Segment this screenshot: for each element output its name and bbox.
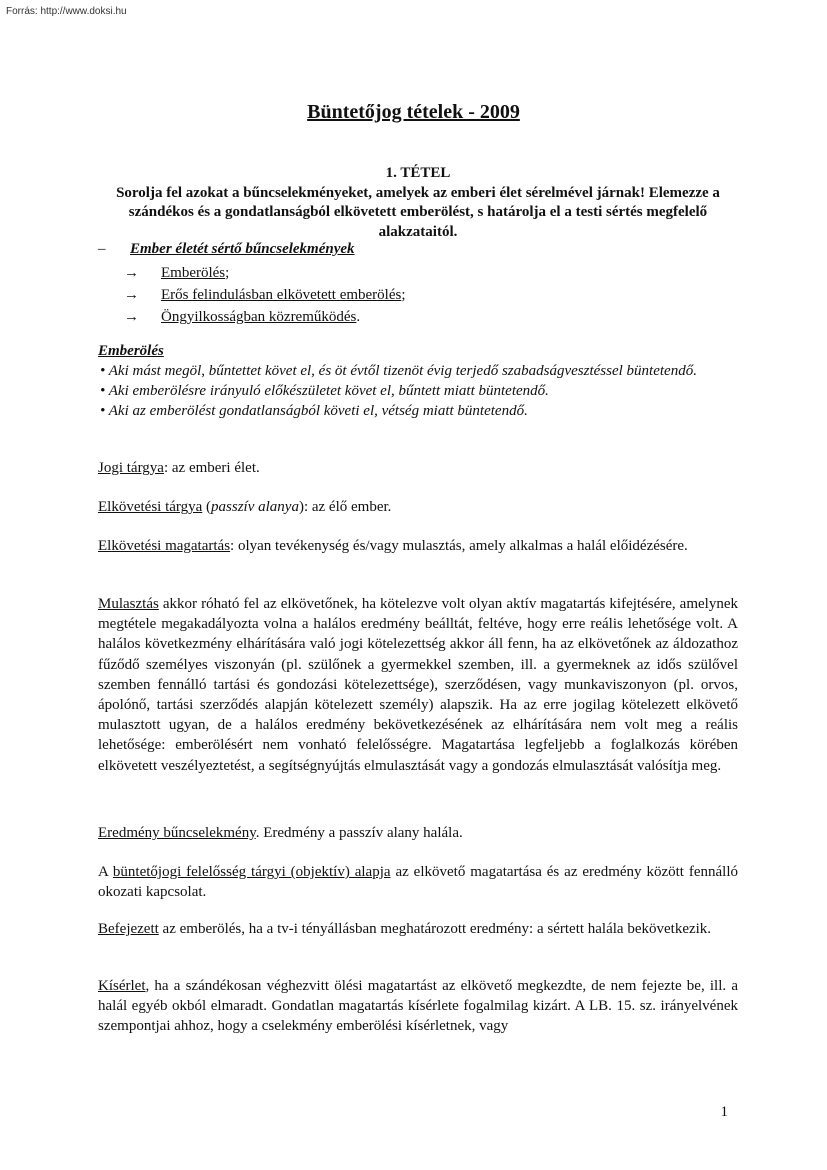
emberoles-section xyxy=(98,341,738,421)
thesis-number: 1. TÉTEL xyxy=(385,165,451,181)
paragraph-text: az elkövető magatartása és az eredmény között fennálló okozati kapcsolat. xyxy=(98,864,738,901)
list-item xyxy=(124,284,406,306)
bullet-text: Aki az emberölést gondatlanságból követi el, vétség miatt büntetendő. xyxy=(108,403,528,419)
term: Mulasztás xyxy=(98,596,159,612)
term: Elkövetési tárgya xyxy=(98,499,203,515)
list-heading-text: Ember életét sértő bűncselekmények xyxy=(130,241,355,257)
page-number: 1 xyxy=(720,1104,728,1120)
thesis-question: Sorolja fel azokat a bűncselekményeket, amelyek az emberi élet sérelmével járnak! Elemezze a szándékos és a gondatlanságból elkövetett emberölést, s határolja el a testi sértés megfelelő alakzataitól. xyxy=(116,184,720,240)
paragraph-text: : az emberi élet. xyxy=(163,460,260,476)
bullet-text: Aki mást megöl, bűntettet követ el, és öt évtől tizenöt évig terjedő szabadságvesztéssel büntetendő. xyxy=(108,363,697,379)
term: Befejezett xyxy=(98,921,159,937)
list-item-suffix: . xyxy=(356,309,361,325)
arrow-icon: → xyxy=(124,265,139,281)
italic-term: passzív alanya xyxy=(211,499,299,515)
bullet-icon: • xyxy=(100,383,106,399)
term: Eredmény bűncselekmény xyxy=(98,825,256,841)
list-item xyxy=(98,361,738,381)
dash-marker: – xyxy=(98,241,106,257)
paragraph-kiserlet xyxy=(98,976,738,1037)
paragraph-text: , ha a szándékosan véghezvitt ölési magatartást az elkövető megkezdte, de nem fejezte be, ill. a halál egyéb okból elmaradt. Gondatlan magatartás kísérlete fogalmilag kizárt. A LB. 15. sz. irányelvének szempontjai ahhoz, hogy a cselekmény emberölési kísérletnek, vagy xyxy=(98,978,738,1035)
crime-list xyxy=(124,262,406,328)
bullet-list xyxy=(98,361,738,421)
list-item-text: Öngyilkosságban közreműködés xyxy=(161,309,357,325)
page-title: Büntetőjog tételek - 2009 xyxy=(307,101,520,123)
paragraph-mulasztas xyxy=(98,594,738,776)
list-item xyxy=(98,401,738,421)
term: büntetőjogi felelősség tárgyi (objektív) alapja xyxy=(112,864,391,880)
paragraph-text: az emberölés, ha a tv-i tényállásban meghatározott eredmény: a sértett halála bekövetkezik. xyxy=(158,921,712,937)
paragraph-text: : olyan tevékenység és/vagy mulasztás, amely alkalmas a halál előidézésére. xyxy=(230,538,688,554)
paragraph-jogi-targy xyxy=(98,458,738,478)
paragraph-text: ): az élő ember. xyxy=(298,499,392,515)
list-item-text: Erős felindulásban elkövetett emberölés xyxy=(161,287,402,303)
paragraph-text: ( xyxy=(202,499,212,515)
bullet-text: Aki emberölésre irányuló előkészületet követ el, bűntett miatt büntetendő. xyxy=(108,383,549,399)
paragraph-befejezett xyxy=(98,919,738,939)
source-url: Forrás: http://www.doksi.hu xyxy=(6,6,127,17)
list-item-text: Emberölés xyxy=(161,265,226,281)
term: Kísérlet xyxy=(98,978,146,994)
arrow-icon: → xyxy=(124,309,139,325)
term: Elkövetési magatartás xyxy=(98,538,231,554)
section-title: Emberölés xyxy=(98,343,164,359)
list-heading xyxy=(98,241,355,258)
paragraph-eredmeny xyxy=(98,823,738,843)
paragraph-text: akkor róható fel az elkövetőnek, ha kötelezve volt olyan aktív magatartás kifejtésére, amelynek megtétele megakadályozta volna a halálos eredmény beálltát, feltéve, hogy erre reális lehetősége volt. A halálos következmény elhárítására való jogi kötelezettség akkor áll fenn, ha az elkövetőnek az áldozathoz fűződő személyes viszonyán (pl. szülőnek a gyermekkel szemben, ill. a gyermeknek az idős szülővel szemben fennálló tartási és gondozási kötelezettsége), szerződésen, vagy munkaviszonyon (pl. orvos, ápolónő, tartási szerződés alapján kötelezett személy) alapszik. Ha az erre jogilag kötelezett elkövető mulasztott ugyan, de a halálos eredmény bekövetkezésének az elhárítására nem volt meg a reális lehetősége: emberölésért nem vonható felelősségre. Magatartása legfeljebb a foglalkozás körében elkövetett veszélyeztetést, a segítségnyújtás elmulasztását vagy a gondozás elmulasztását valósítja meg. xyxy=(98,596,738,774)
list-item-suffix: ; xyxy=(401,287,406,303)
paragraph-magatartas xyxy=(98,536,738,556)
list-item xyxy=(124,262,406,284)
bullet-icon: • xyxy=(100,403,106,419)
paragraph-elkovetesi-targy xyxy=(98,497,738,517)
paragraph-felelosseg xyxy=(98,862,738,902)
arrow-icon: → xyxy=(124,287,139,303)
paragraph-text: A xyxy=(98,864,113,880)
bullet-icon: • xyxy=(100,363,106,379)
list-item xyxy=(98,381,738,401)
paragraph-text: . Eredmény a passzív alany halála. xyxy=(255,825,463,841)
list-item xyxy=(124,306,406,328)
list-item-suffix: ; xyxy=(225,265,230,281)
thesis-block xyxy=(98,164,738,242)
term: Jogi tárgya xyxy=(98,460,164,476)
